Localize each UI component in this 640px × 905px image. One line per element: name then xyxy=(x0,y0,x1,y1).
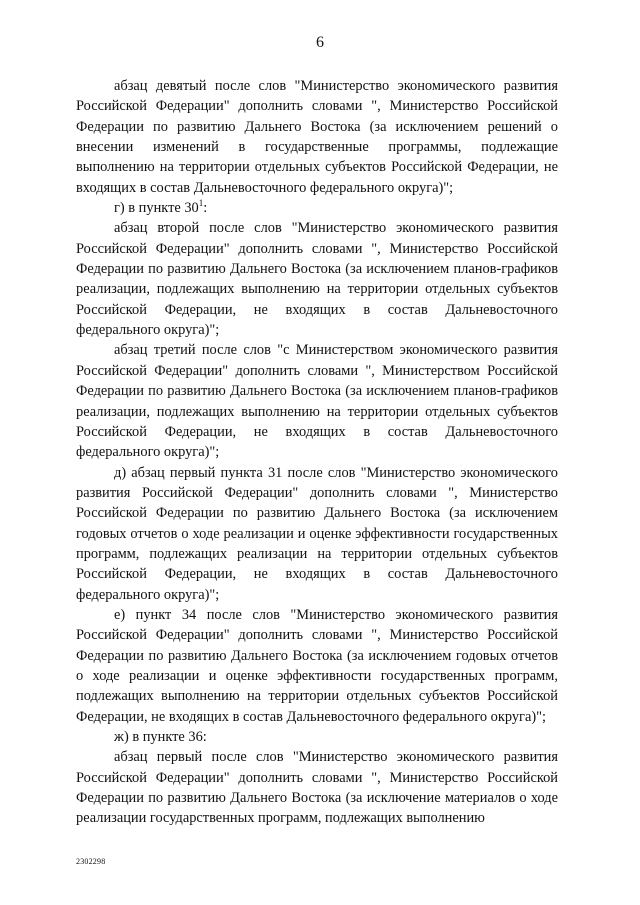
document-body xyxy=(76,76,558,829)
paragraph-abzac-tretij: абзац третий после слов "с Министерством экономического развития Российской Федерации" дополнить словами ", Министерством Российской Федерации по развитию Дальнего Востока (за исключением планов-графиков реализации, подлежащих выполнению на территории отдельных субъектов Российской Федерации, не входящих в состав Дальневосточного федерального округа)"; xyxy=(76,342,558,461)
paragraph-subitem-zh: ж) в пункте 36: xyxy=(114,729,207,745)
paragraph-subitem-d: д) абзац первый пункта 31 после слов "Министерство экономического развития Российской Федерации" дополнить словами ", Министерство Российской Федерации по развитию Дальнего Востока (за исключением годовых отчетов о ходе реализации и оценке эффективности государственных программ, подлежащих реализации на территории отдельных субъектов Российской Федерации, не входящих в состав Дальневосточного федерального округа)"; xyxy=(76,464,558,603)
paragraph-abzac-vtoroj: абзац второй после слов "Министерство экономического развития Российской Федерации" дополнить словами ", Министерство Российской Федерации по развитию Дальнего Востока (за исключением планов-графиков реализации, подлежащих выполнению на территории отдельных субъектов Российской Федерации, не входящих в состав Дальневосточного федерального округа)"; xyxy=(76,220,558,339)
paragraph-subitem-g xyxy=(76,198,558,218)
subitem-g-text: г) в пункте 30 xyxy=(114,200,199,217)
paragraph-abzac-pervyj: абзац первый после слов "Министерство экономического развития Российской Федерации" дополнить словами ", Министерство Российской Федерации по развитию Дальнего Востока (за исключение материалов о ходе реализации государственных программ, подлежащих выполнению xyxy=(76,749,558,827)
page-number: 6 xyxy=(316,34,324,51)
paragraph-subitem-e: е) пункт 34 после слов "Министерство экономического развития Российской Федерации" дополнить словами ", Министерство Российской Федерации по развитию Дальнего Востока (за исключением годовых отчетов о ходе реализации и оценке эффективности государственных программ, подлежащих выполнению на территории отдельных субъектов Российской Федерации, не входящих в состав Дальневосточного федерального округа)"; xyxy=(76,606,558,725)
subitem-g-superscript: 1 xyxy=(198,198,204,209)
document-code: 2302298 xyxy=(76,857,106,866)
subitem-g-colon: : xyxy=(203,200,208,217)
paragraph-abzac-devyatyj: абзац девятый после слов "Министерство экономического развития Российской Федерации" дополнить словами ", Министерство Российской Федерации по развитию Дальнего Востока (за исключением решений о внесении изменений в государственные программы, подлежащие выполнению на территории отдельных субъектов Российской Федерации, не входящих в состав Дальневосточного федерального округа)"; xyxy=(76,78,558,196)
